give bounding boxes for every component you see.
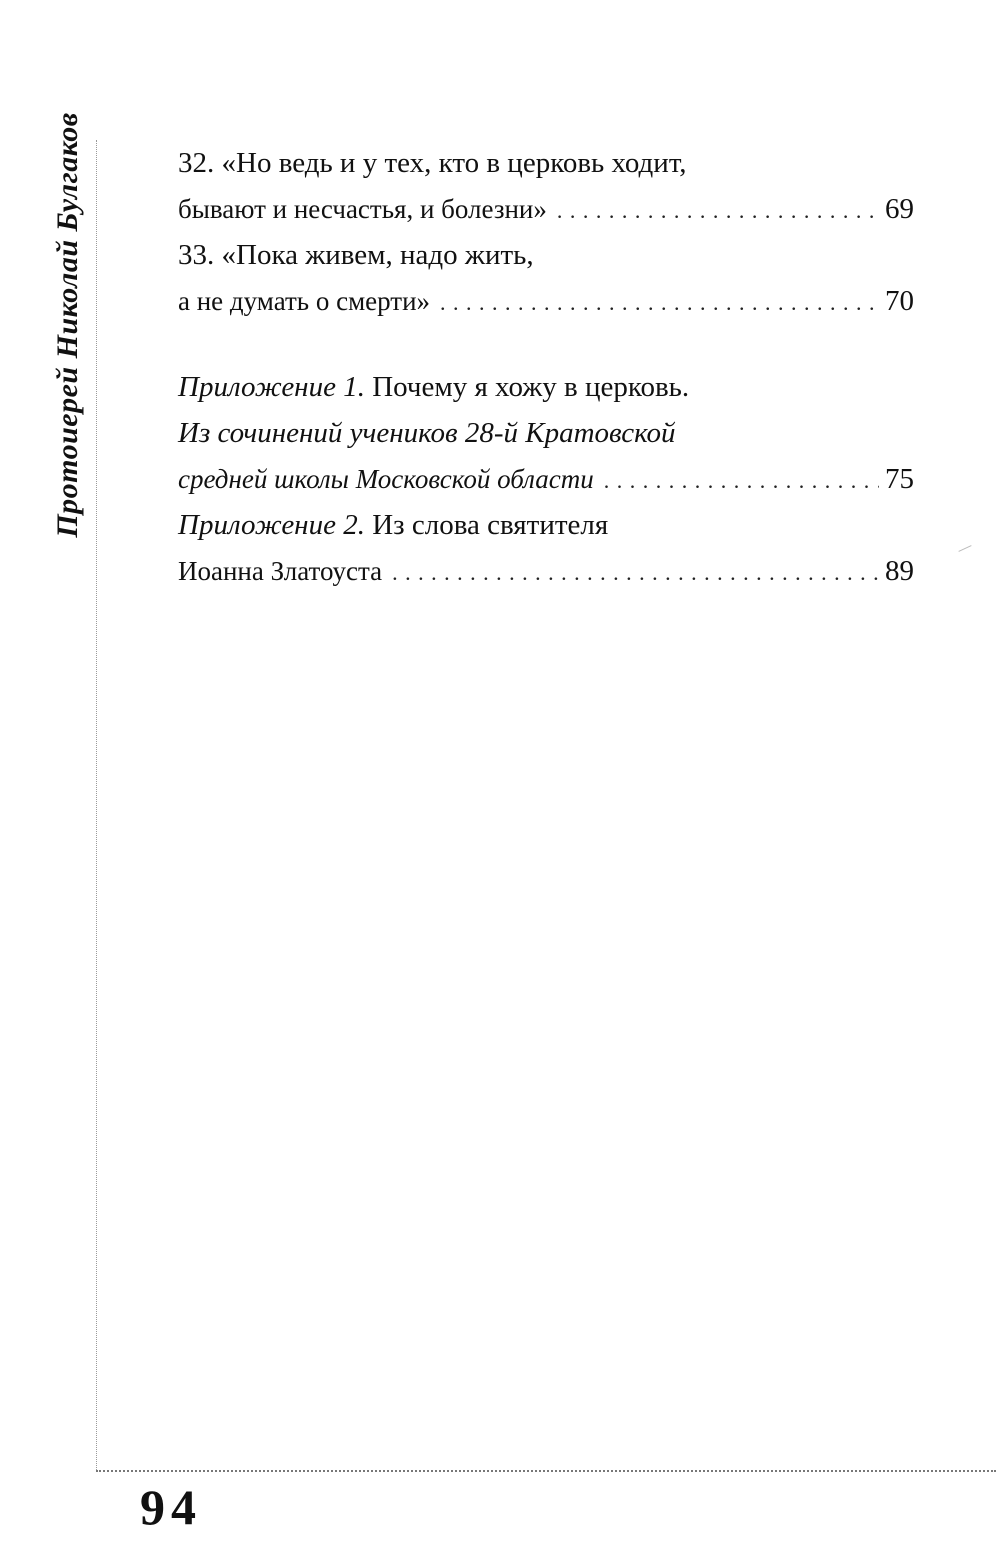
running-head-author: Протоиерей Николай Булгаков: [51, 112, 84, 538]
toc-entry-leader-line: [178, 548, 914, 594]
toc-page-number: 75: [885, 463, 914, 495]
page-number: 94: [140, 1479, 202, 1535]
toc-entry-title-end: Иоанна Златоуста: [178, 556, 383, 586]
dot-leader: [557, 188, 879, 234]
dot-leader: [392, 550, 879, 596]
toc-entry-leader-line: [178, 456, 914, 502]
appendix-label: Приложение 1.: [178, 371, 365, 403]
appendix-title: Из слова святителя: [372, 509, 609, 541]
scan-mark: [958, 545, 971, 552]
toc-entry-title-end: а не думать о смерти»: [178, 286, 431, 316]
toc-entry-title-line: 33. «Пока живем, надо жить,: [178, 239, 534, 271]
toc-entry-leader-line: [178, 186, 914, 232]
toc-entry-title-end: бывают и несчастья, и болезни»: [178, 194, 547, 224]
appendix-label: Приложение 2.: [178, 509, 365, 541]
table-of-contents: [178, 140, 914, 594]
toc-entry-32: [178, 140, 914, 232]
toc-page-number: 70: [885, 285, 914, 317]
dot-leader: [604, 458, 879, 504]
toc-entry-33: [178, 232, 914, 324]
toc-entry-appendix-2: [178, 502, 914, 594]
toc-page-number: 69: [885, 193, 914, 225]
toc-entry-appendix-1: [178, 364, 914, 502]
toc-entry-leader-line: [178, 278, 914, 324]
toc-entry-title-end: средней школы Московской области: [178, 464, 594, 494]
margin-rule-vertical: [96, 140, 97, 1470]
dot-leader: [440, 280, 879, 326]
toc-entry-title-line: [178, 364, 914, 410]
footer-rule: [96, 1470, 996, 1472]
appendix-title: Почему я хожу в церковь.: [372, 371, 690, 403]
toc-entry-title-line: 32. «Но ведь и у тех, кто в церковь ходит,: [178, 147, 687, 179]
toc-entry-subtitle-line: Из сочинений учеников 28-й Кратовской: [178, 417, 676, 449]
toc-entry-title-line: [178, 502, 914, 548]
running-head: [44, 100, 92, 550]
toc-page-number: 89: [885, 555, 914, 587]
